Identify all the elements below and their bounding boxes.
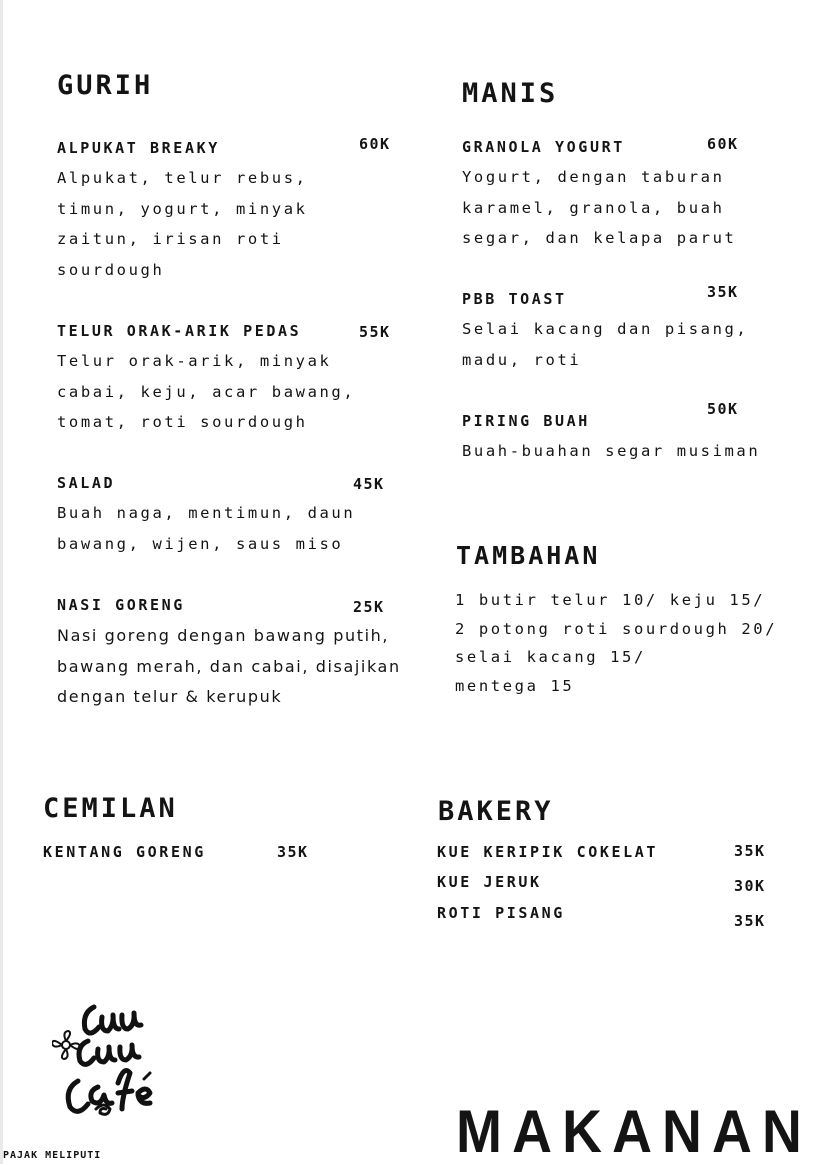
menu-item-description: Alpukat, telur rebus, timun, yogurt, minyak zaitun, irisan roti sourdough — [57, 169, 308, 279]
menu-item-name: ALPUKAT BREAKY — [57, 139, 220, 157]
menu-item-name: ROTI PISANG — [437, 904, 565, 922]
menu-item-name: KUE KERIPIK COKELAT — [437, 843, 658, 861]
menu-item-name: PBB TOAST — [462, 290, 567, 308]
menu-item-price: 45K — [353, 475, 385, 493]
menu-item-price: 35K — [734, 842, 766, 860]
menu-item-name: SALAD — [57, 474, 116, 492]
page-edge — [0, 0, 3, 1164]
menu-item-name: GRANOLA YOGURT — [462, 138, 625, 156]
menu-item-price: 60K — [707, 135, 739, 153]
section-title-gurih: GURIH — [57, 70, 154, 101]
extras-line: selai kacang 15/ — [455, 648, 646, 666]
menu-item-name: TELUR ORAK-ARIK PEDAS — [57, 322, 302, 340]
menu-item-price: 35K — [734, 912, 766, 930]
extras-line: 1 butir telur 10/ keju 15/ — [455, 591, 766, 609]
tax-note: PAJAK MELIPUTI — [3, 1150, 102, 1161]
cafe-logo — [52, 995, 176, 1129]
menu-item-description: Nasi goreng dengan bawang putih, bawang merah, dan cabai, disajikan dengan telur & kerupuk — [57, 626, 401, 706]
menu-item-name: NASI GORENG — [57, 596, 185, 614]
menu-item-price: 50K — [707, 400, 739, 418]
extras-line: mentega 15 — [455, 677, 575, 695]
menu-item-description: Selai kacang dan pisang, madu, roti — [462, 320, 749, 369]
menu-item-description: Telur orak-arik, minyak cabai, keju, acar bawang, tomat, roti sourdough — [57, 352, 356, 431]
menu-item-name: KUE JERUK — [437, 873, 542, 891]
menu-item-name: KENTANG GORENG — [43, 843, 206, 861]
section-title-bakery: BAKERY — [438, 796, 554, 827]
menu-item-price: 60K — [359, 135, 391, 153]
section-title-tambahan: TAMBAHAN — [456, 541, 601, 570]
page-title: MAKANAN — [456, 1098, 813, 1165]
menu-item-description: Buah-buahan segar musiman — [462, 442, 761, 460]
menu-item-price: 35K — [707, 283, 739, 301]
section-title-cemilan: CEMILAN — [43, 793, 178, 824]
section-title-manis: MANIS — [462, 78, 559, 109]
menu-item-price: 30K — [734, 877, 766, 895]
menu-item-price: 35K — [277, 843, 309, 861]
menu-item-price: 25K — [353, 598, 385, 616]
menu-item-description: Buah naga, mentimun, daun bawang, wijen, saus miso — [57, 504, 356, 553]
menu-item-price: 55K — [359, 323, 391, 341]
menu-item-name: PIRING BUAH — [462, 412, 590, 430]
extras-line: 2 potong roti sourdough 20/ — [455, 620, 778, 638]
menu-item-description: Yogurt, dengan taburan karamel, granola, buah segar, dan kelapa parut — [462, 168, 737, 247]
